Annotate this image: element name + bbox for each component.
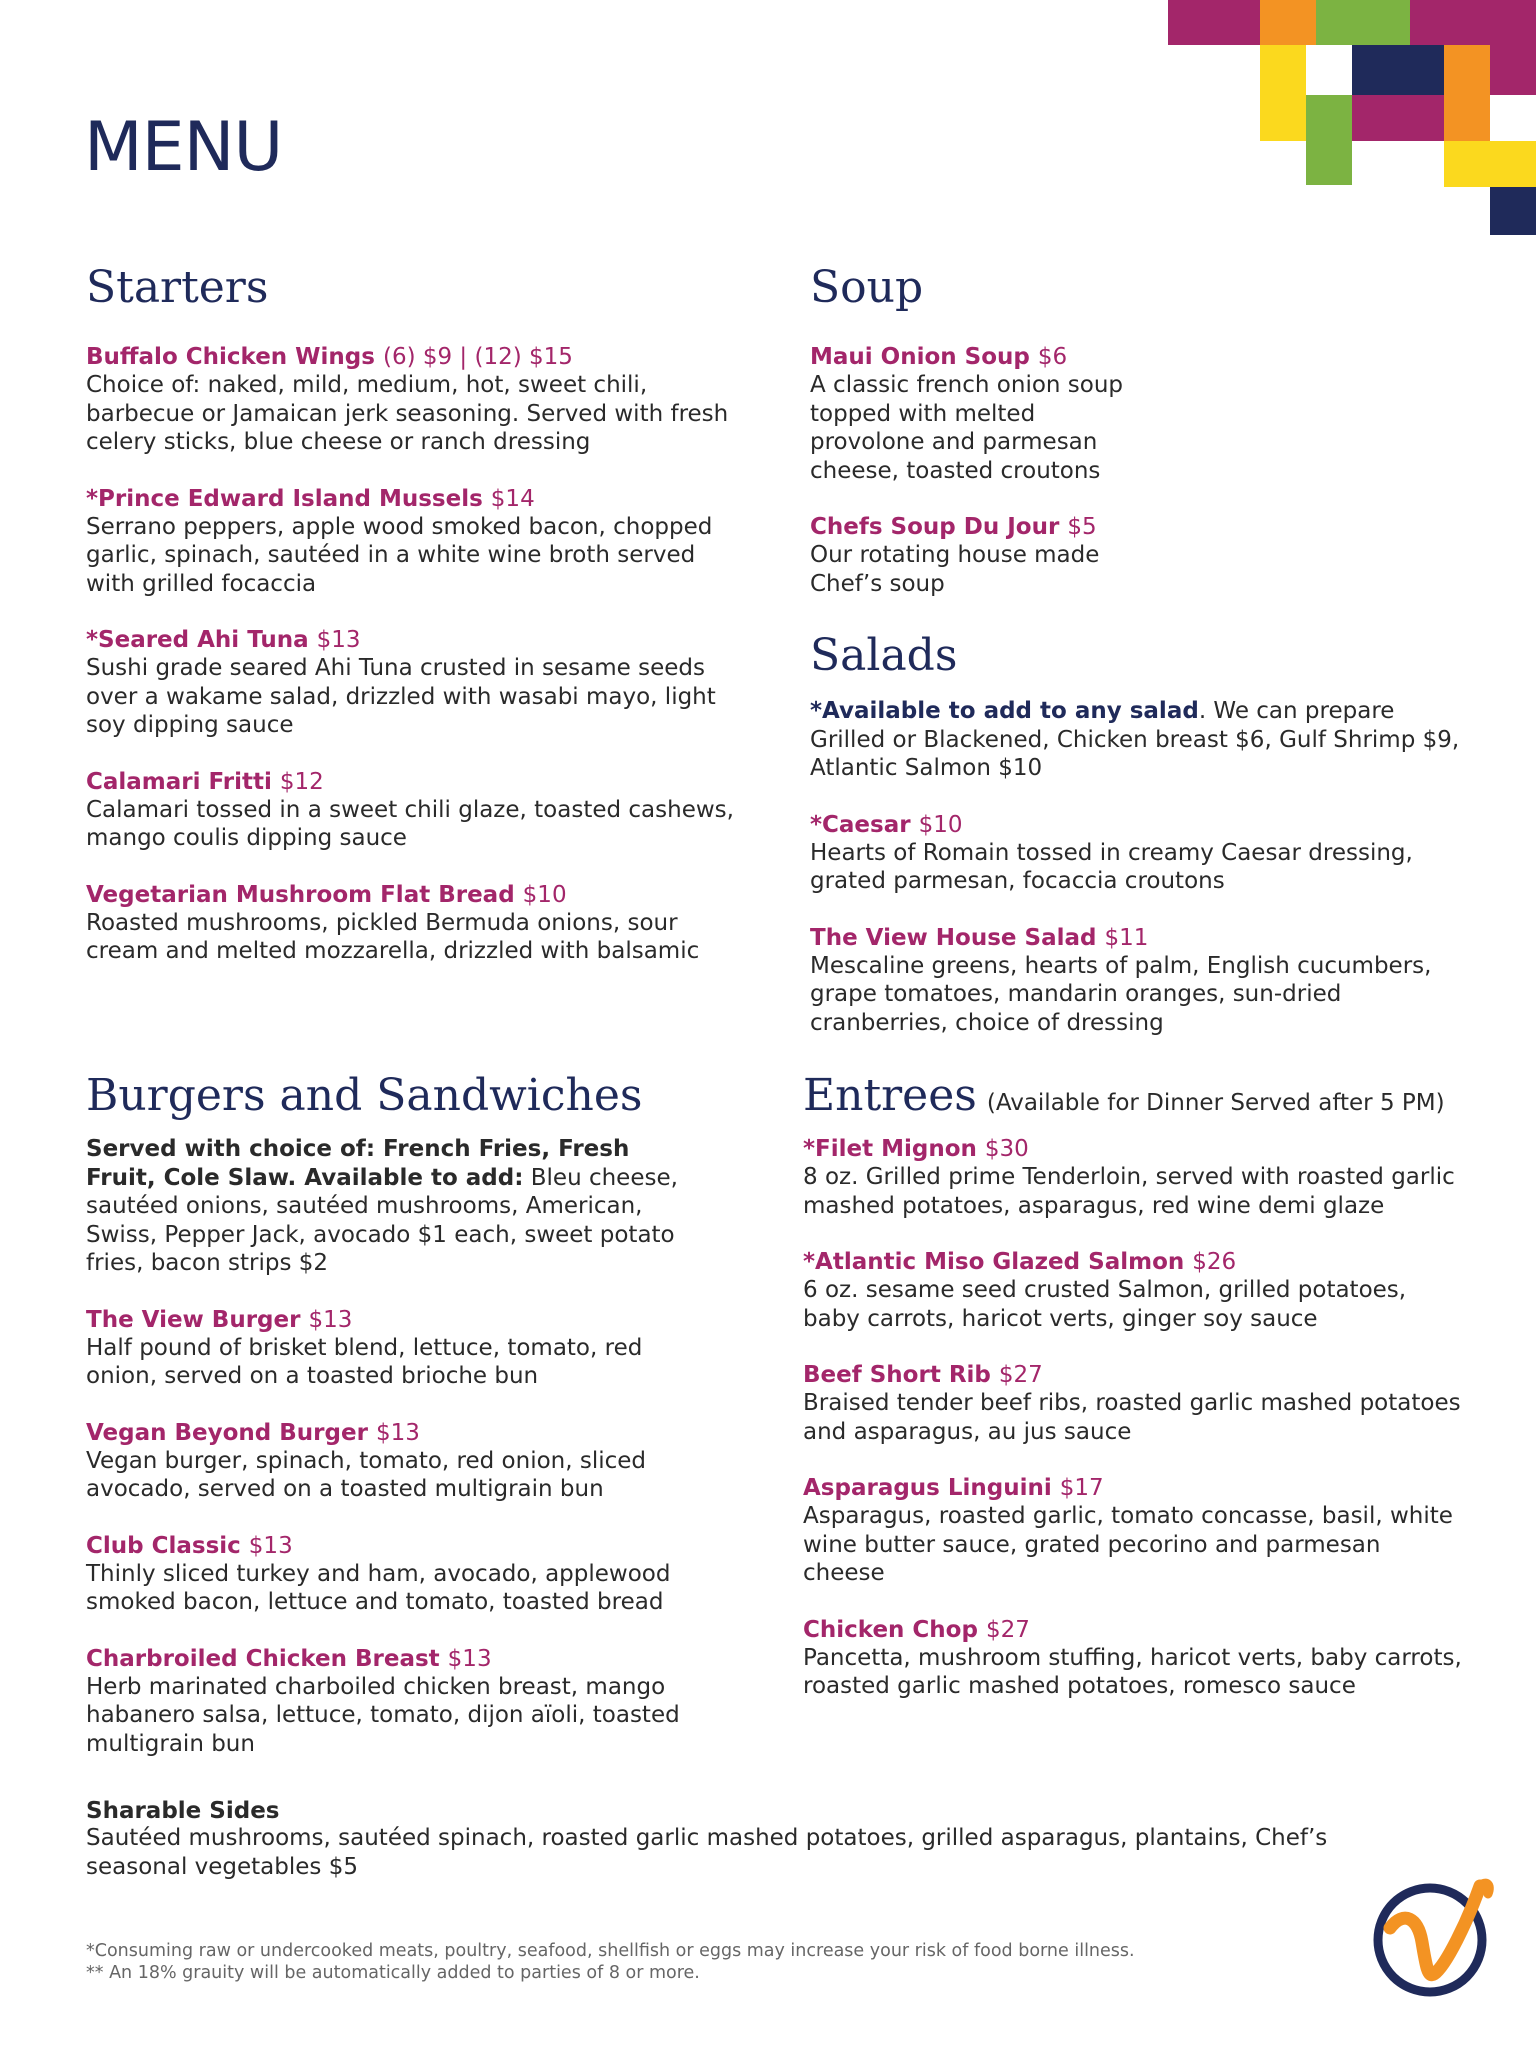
- item-name: Charbroiled Chicken Breast: [86, 1645, 440, 1672]
- item-description: Half pound of brisket blend, lettuce, tomato, red onion, served on a toasted brioche bun: [86, 1334, 643, 1389]
- item-price: $13: [316, 627, 361, 653]
- burgers-note: [86, 1135, 706, 1278]
- salads-section: [810, 630, 1470, 1065]
- menu-item: [810, 343, 1140, 485]
- item-name: Chefs Soup Du Jour: [810, 514, 1060, 540]
- menu-item: [86, 1419, 706, 1504]
- burgers-heading: Burgers and Sandwiches: [86, 1070, 643, 1121]
- item-name: *Seared Ahi Tuna: [86, 627, 309, 653]
- item-description: Roasted mushrooms, pickled Bermuda onions, sour cream and melted mozzarella, drizzled with balsamic: [86, 909, 700, 964]
- item-price: $14: [490, 485, 535, 512]
- item-name: Vegan Beyond Burger: [86, 1419, 368, 1446]
- item-price: $17: [1059, 1475, 1104, 1501]
- menu-item: [803, 1474, 1463, 1588]
- burgers-section: [86, 1070, 706, 1786]
- item-description: 8 oz. Grilled prime Tenderloin, served with roasted garlic mashed potatoes, asparagus, red wine demi glaze: [803, 1164, 1455, 1219]
- burgers-note-bold: Served with choice of: French Fries, Fresh Fruit, Cole Slaw. Available to add:: [86, 1136, 630, 1191]
- item-price: $6: [1037, 344, 1068, 370]
- item-description: Braised tender beef ribs, roasted garlic mashed potatoes and asparagus, au jus sauce: [803, 1390, 1461, 1445]
- starters-heading: Starters: [86, 262, 269, 313]
- salads-note-text: . We can prepare Grilled or Blackened, Chicken breast $6, Gulf Shrimp $9, Atlantic Salmon $10: [810, 698, 1460, 781]
- item-description: Choice of: naked, mild, medium, hot, sweet chili, barbecue or Jamaican jerk seasoning. Served with fresh celery sticks, blue cheese or ranch dressing: [86, 372, 729, 455]
- menu-item: [810, 924, 1470, 1038]
- item-price: $12: [279, 768, 324, 795]
- item-price: $30: [984, 1136, 1029, 1162]
- v-logo-icon: [1368, 1870, 1498, 2000]
- menu-item: [86, 343, 746, 457]
- item-description: Sushi grade seared Ahi Tuna crusted in sesame seeds over a wakame salad, drizzled with wasabi mayo, light soy dipping sauce: [86, 655, 716, 738]
- item-price: $13: [308, 1306, 353, 1333]
- item-price: $13: [447, 1645, 492, 1672]
- item-name: Vegetarian Mushroom Flat Bread: [86, 881, 515, 908]
- item-price: $11: [1104, 924, 1149, 951]
- sides-section: [86, 1798, 1386, 1881]
- item-price: $13: [375, 1419, 420, 1446]
- salads-note: [810, 697, 1470, 783]
- item-name: Chicken Chop: [803, 1616, 978, 1643]
- item-name: *Filet Mignon: [803, 1136, 977, 1162]
- color-mosaic-icon: [1168, 0, 1536, 235]
- item-description: Vegan burger, spinach, tomato, red onion, sliced avocado, served on a toasted multigrain bun: [86, 1447, 647, 1502]
- item-price: $5: [1067, 514, 1097, 540]
- soup-heading: Soup: [810, 262, 924, 313]
- salads-heading: Salads: [810, 630, 958, 681]
- item-name: *Prince Edward Island Mussels: [86, 485, 483, 512]
- footer-disclaimer: *Consuming raw or undercooked meats, poultry, seafood, shellfish or eggs may increase your risk of food borne illness.: [86, 1941, 1135, 1961]
- footer: [86, 1940, 1336, 1984]
- sides-description: Sautéed mushrooms, sautéed spinach, roasted garlic mashed potatoes, grilled asparagus, plantains, Chef’s seasonal vegetables $5: [86, 1825, 1328, 1880]
- item-price: (6) $9 | (12) $15: [382, 344, 573, 370]
- item-description: Thinly sliced turkey and ham, avocado, applewood smoked bacon, lettuce and tomato, toasted bread: [86, 1560, 671, 1615]
- item-price: $27: [998, 1362, 1043, 1388]
- starters-section: [86, 262, 746, 994]
- item-name: The View House Salad: [810, 924, 1097, 951]
- item-description: Our rotating house made Chef’s soup: [810, 542, 1100, 597]
- menu-item: [810, 811, 1470, 896]
- item-name: Beef Short Rib: [803, 1362, 991, 1388]
- salads-note-bold: *Available to add to any salad: [810, 698, 1199, 724]
- item-price: $27: [985, 1616, 1030, 1643]
- item-price: $10: [522, 881, 567, 908]
- menu-item: [803, 1248, 1463, 1333]
- menu-item: [86, 768, 746, 853]
- entrees-section: [803, 1070, 1463, 1729]
- item-description: A classic french onion soup topped with melted provolone and parmesan cheese, toasted croutons: [810, 372, 1124, 484]
- menu-item: [810, 513, 1140, 598]
- item-price: $13: [248, 1532, 293, 1559]
- menu-item: [803, 1616, 1463, 1701]
- menu-item: [86, 485, 746, 599]
- item-name: The View Burger: [86, 1306, 301, 1333]
- menu-item: [86, 881, 746, 966]
- menu-item: [803, 1361, 1463, 1446]
- item-description: Serrano peppers, apple wood smoked bacon, chopped garlic, spinach, sautéed in a white wine broth served with grilled focaccia: [86, 513, 713, 597]
- entrees-subnote: (Available for Dinner Served after 5 PM): [986, 1090, 1445, 1116]
- item-name: *Caesar: [810, 811, 911, 838]
- sides-heading: Sharable Sides: [86, 1798, 280, 1824]
- item-description: 6 oz. sesame seed crusted Salmon, grilled potatoes, baby carrots, haricot verts, ginger soy sauce: [803, 1277, 1407, 1332]
- item-name: *Atlantic Miso Glazed Salmon: [803, 1249, 1185, 1275]
- item-name: Buffalo Chicken Wings: [86, 344, 375, 370]
- soup-section: [810, 262, 1140, 626]
- item-price: $10: [918, 811, 963, 838]
- item-description: Calamari tossed in a sweet chili glaze, toasted cashews, mango coulis dipping sauce: [86, 796, 734, 851]
- page-title: MENU: [84, 108, 283, 187]
- menu-item: [803, 1135, 1463, 1220]
- menu-item: [86, 626, 746, 740]
- item-description: Asparagus, roasted garlic, tomato concasse, basil, white wine butter sauce, grated pecorino and parmesan cheese: [803, 1503, 1453, 1586]
- entrees-heading: Entrees: [803, 1070, 977, 1121]
- footer-gratuity: ** An 18% grauity will be automatically added to parties of 8 or more.: [86, 1963, 700, 1983]
- item-description: Herb marinated charboiled chicken breast, mango habanero salsa, lettuce, tomato, dijon aïoli, toasted multigrain bun: [86, 1673, 680, 1757]
- menu-item: [86, 1532, 706, 1617]
- item-description: Pancetta, mushroom stuffing, haricot verts, baby carrots, roasted garlic mashed potatoes, romesco sauce: [803, 1644, 1462, 1699]
- menu-item: [86, 1306, 706, 1391]
- item-description: Hearts of Romain tossed in creamy Caesar dressing, grated parmesan, focaccia croutons: [810, 839, 1413, 894]
- item-name: Calamari Fritti: [86, 768, 272, 795]
- item-name: Club Classic: [86, 1532, 241, 1559]
- item-description: Mescaline greens, hearts of palm, English cucumbers, grape tomatoes, mandarin oranges, sun-dried cranberries, choice of dressing: [810, 952, 1432, 1036]
- item-price: $26: [1192, 1249, 1237, 1275]
- item-name: Maui Onion Soup: [810, 344, 1030, 370]
- item-name: Asparagus Linguini: [803, 1475, 1052, 1501]
- burgers-note-text: Bleu cheese, sautéed onions, sautéed mushrooms, American, Swiss, Pepper Jack, avocado $1 each, sweet potato fries, bacon strips $2: [86, 1164, 678, 1276]
- menu-item: [86, 1645, 706, 1759]
